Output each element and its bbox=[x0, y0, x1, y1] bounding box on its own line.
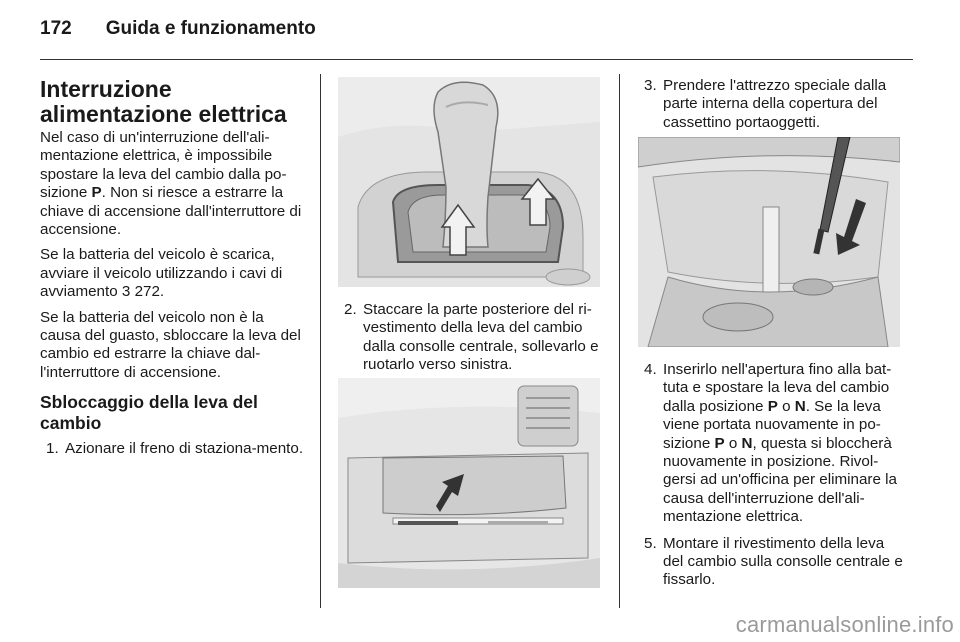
step-item: 1. Azionare il freno di staziona-mento. bbox=[46, 440, 304, 458]
section-title: Interruzione alimentazione elettrica bbox=[40, 76, 287, 127]
page-header bbox=[40, 18, 316, 40]
header-rule bbox=[40, 59, 913, 60]
chapter-title: Guida e funzionamento bbox=[105, 18, 316, 39]
right-column-bottom bbox=[638, 361, 906, 598]
steps-list-left bbox=[40, 440, 308, 458]
paragraph-battery: Se la batteria del veicolo è scarica, avviare il veicolo utilizzando i cavi di avviamento 3 272. bbox=[40, 246, 283, 301]
steps-list-right-top bbox=[638, 77, 906, 132]
step-item: 5. Montare il rivestimento della leva del cambio sulla consolle centrale e fissarlo. bbox=[644, 534, 903, 589]
left-column bbox=[40, 77, 308, 467]
paragraph-unlock: Se la batteria del veicolo non è la causa del guasto, sbloccare la leva del cambio ed estrarre la chiave dal-l'interruttore di accensione. bbox=[40, 308, 301, 381]
page-reference-icon: 3 bbox=[121, 283, 131, 301]
watermark: carmanualsonline.info bbox=[735, 612, 954, 637]
subsection-title: Sbloccaggio della leva del cambio bbox=[40, 392, 258, 434]
column-divider-right bbox=[619, 74, 620, 608]
right-column-top bbox=[638, 77, 906, 140]
step-item: 2. Staccare la parte posteriore del ri-vestimento della leva del cambio dalla consolle centrale, sollevarlo e ruotarlo verso sinistra. bbox=[344, 301, 599, 374]
steps-list-middle bbox=[338, 301, 606, 375]
step-item: 3. Prendere l'attrezzo speciale dalla parte interna della copertura del cassettino portaoggetti. bbox=[644, 77, 887, 131]
position-p: P bbox=[91, 184, 102, 202]
page-number: 172 bbox=[40, 18, 72, 39]
glovebox-figure bbox=[338, 378, 600, 588]
column-divider-left bbox=[320, 74, 321, 608]
tool-insertion-figure bbox=[638, 137, 900, 347]
middle-column bbox=[338, 301, 606, 383]
paragraph-power-loss: Nel caso di un'interruzione dell'ali-mentazione elettrica, è impossibile spostare la leva del cambio dalla po-sizione P. Non si riesce a estrarre la chiave di accensione dall'interruttore di accensione. bbox=[40, 129, 302, 239]
steps-list-right-bottom bbox=[638, 361, 906, 590]
gear-lever-figure bbox=[338, 77, 600, 287]
step-item: 4. Inserirlo nell'apertura fino alla bat-tuta e spostare la leva del cambio dalla posizione P o N. Se la leva viene portata nuovamente in po-sizione P o N, questa si bloccherà nuovamente in posizione. Rivol-gersi ad un'officina per eliminare la causa dell'interruzione dell'ali-mentazione elettrica. bbox=[644, 361, 897, 526]
